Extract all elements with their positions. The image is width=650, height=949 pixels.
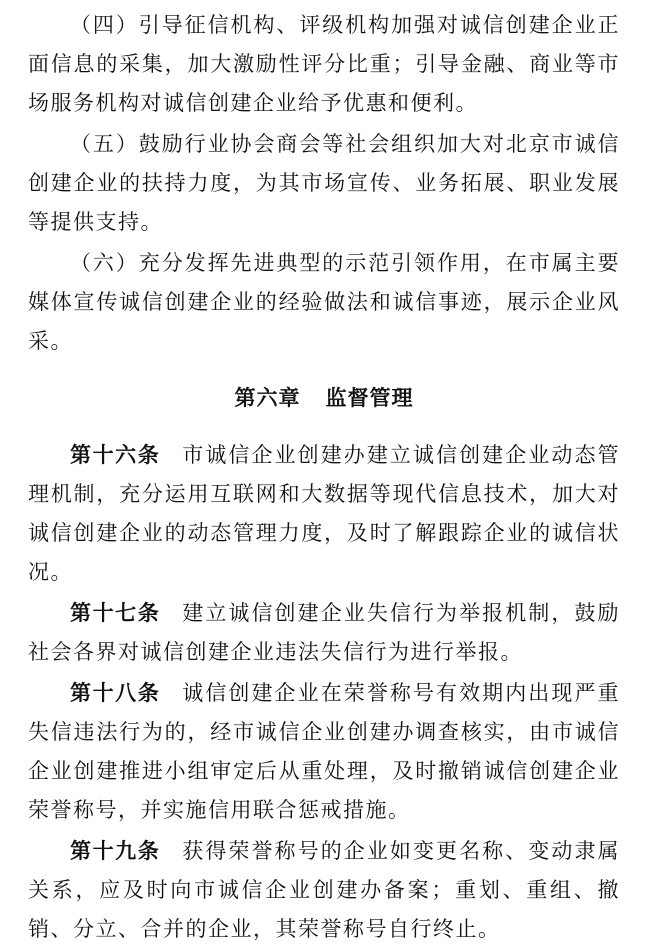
chapter-title: 第六章 监督管理	[234, 386, 414, 410]
article-17-text: 建立诚信创建企业失信行为举报机制，鼓励社会各界对诚信创建企业违法失信行为进行举报。	[28, 601, 621, 664]
paragraph-item-5: （五）鼓励行业协会商会等社会组织加大对北京市诚信创建企业的扶持力度，为其市场宣传、业务拓展、职业发展等提供支持。	[28, 132, 620, 234]
article-16-text: 市诚信企业创建办建立诚信创建企业动态管理机制，充分运用互联网和大数据等现代信息技术，加大对诚信创建企业的动态管理力度，及时了解跟踪企业的诚信状况。	[28, 443, 621, 584]
article-18-text: 诚信创建企业在荣誉称号有效期内出现严重失信违法行为的，经市诚信企业创建办调查核实，由市诚信企业创建推进小组审定后从重处理，及时撤销诚信创建企业荣誉称号，并实施信用联合惩戒措施。	[28, 681, 621, 822]
article-18-label: 第十八条	[70, 681, 161, 705]
article-16	[28, 436, 620, 592]
article-18	[28, 674, 620, 830]
paragraph-item-4: （四）引导征信机构、评级机构加强对诚信创建企业正面信息的采集，加大激励性评分比重；引导金融、商业等市场服务机构对诚信创建企业给予优惠和便利。	[28, 13, 620, 115]
paragraph-item-6: （六）充分发挥先进典型的示范引领作用，在市属主要媒体宣传诚信创建企业的经验做法和诚信事迹，展示企业风采。	[28, 251, 620, 353]
article-19-label: 第十九条	[70, 839, 161, 863]
article-19	[28, 832, 620, 949]
article-17	[28, 594, 620, 672]
article-17-label: 第十七条	[70, 601, 161, 625]
article-19-text: 获得荣誉称号的企业如变更名称、变动隶属关系，应及时向市诚信企业创建办备案；重划、重组、撤销、分立、合并的企业，其荣誉称号自行终止。	[28, 839, 621, 941]
document-page	[28, 6, 620, 949]
article-16-label: 第十六条	[70, 443, 161, 467]
